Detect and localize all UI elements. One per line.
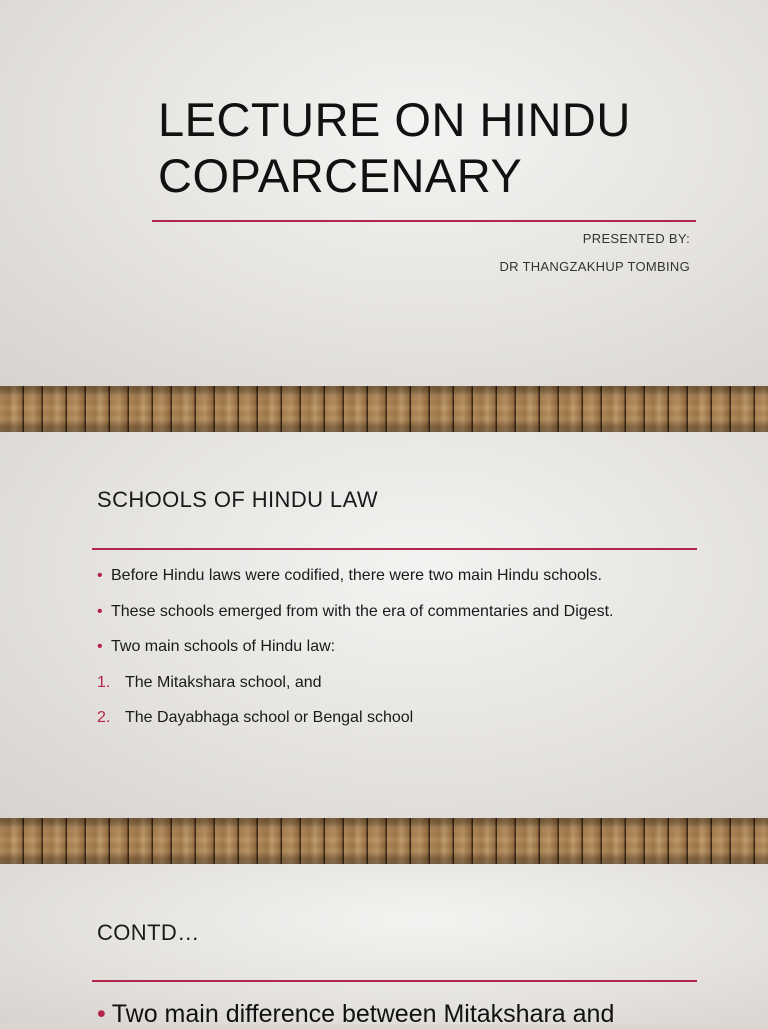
list-item — [97, 709, 707, 745]
list-item-text: These schools emerged from with the era of commentaries and Digest. — [111, 602, 614, 620]
wood-floor-strip-2 — [0, 818, 768, 864]
partial-bullet — [97, 1000, 614, 1029]
list-item — [97, 638, 707, 674]
number-marker: 1. — [97, 673, 111, 691]
wood-floor-strip-1 — [0, 386, 768, 432]
list-item — [97, 567, 707, 603]
bullet-marker: • — [97, 567, 103, 584]
partial-bullet-text: Two main difference between Mitakshara and — [111, 1000, 615, 1028]
presenter-name: DR THANGZAKHUP TOMBING — [499, 259, 690, 274]
title-divider — [152, 220, 696, 222]
list-item-text: The Mitakshara school, and — [125, 673, 322, 691]
bullet-marker: • — [97, 638, 103, 655]
number-marker: 2. — [97, 709, 111, 726]
slide-title-heading — [158, 92, 698, 204]
slide-heading: CONTD… — [97, 920, 200, 945]
list-item-text: Before Hindu laws were codified, there were two main Hindu schools. — [111, 567, 602, 584]
bullet-marker: • — [97, 602, 103, 620]
presented-by-label: PRESENTED BY: — [582, 231, 690, 246]
title-line-2: COPARCENARY — [158, 149, 523, 202]
heading-divider — [92, 980, 697, 982]
title-line-1: LECTURE ON HINDU — [158, 93, 631, 146]
list-item — [97, 603, 707, 639]
heading-divider — [92, 548, 697, 550]
list-item-text: The Dayabhaga school or Bengal school — [125, 709, 414, 726]
bullet-marker: • — [97, 1000, 106, 1028]
bullet-list — [97, 567, 707, 745]
slide-heading: SCHOOLS OF HINDU LAW — [97, 487, 378, 512]
list-item — [97, 674, 707, 710]
slide-title — [0, 0, 768, 386]
slide-schools — [0, 432, 768, 818]
list-item-text: Two main schools of Hindu law: — [111, 638, 336, 655]
